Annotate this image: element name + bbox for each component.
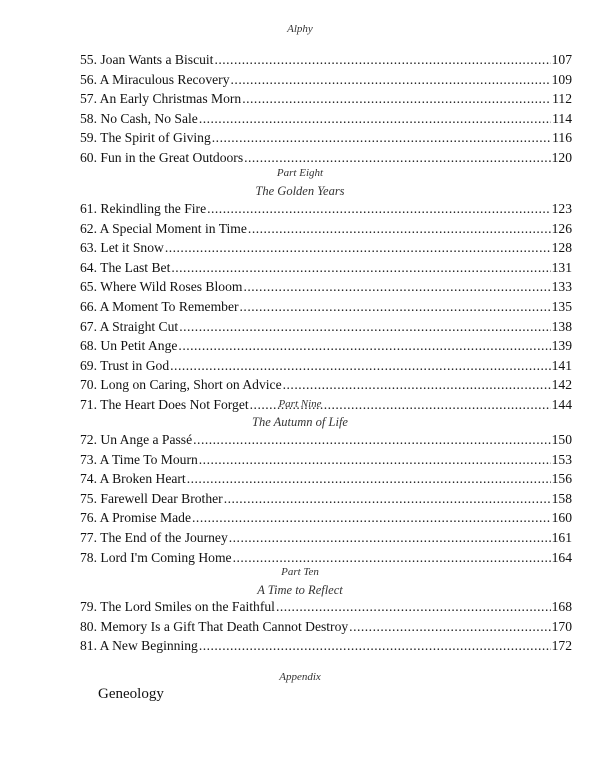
toc-entry-page: 131 [551, 259, 572, 275]
toc-entry-title: 71. The Heart Does Not Forget [80, 396, 249, 412]
toc-entry-page: 150 [551, 432, 572, 447]
part-subtitle: A Time to Reflect [257, 583, 343, 597]
dot-leader [248, 219, 551, 239]
dot-leader [179, 317, 550, 337]
toc-entry-title: 64. The Last Bet [80, 259, 171, 275]
toc-entry-title: 57. An Early Christmas Morn [80, 91, 242, 107]
toc-entry-page: 128 [551, 240, 572, 256]
toc-entry-page: 164 [551, 549, 572, 565]
toc-group-part-nine [80, 430, 572, 567]
toc-group-part-eight [80, 199, 572, 415]
toc-entry-page: 144 [551, 396, 572, 412]
part-subtitle: The Autumn of Life [252, 415, 348, 429]
toc-entry[interactable] [80, 277, 572, 297]
toc-entry[interactable] [80, 636, 572, 656]
toc-entry[interactable] [80, 199, 572, 219]
toc-entry[interactable] [80, 336, 572, 356]
dot-leader [199, 109, 551, 129]
toc-entry-page: 120 [551, 149, 572, 165]
dot-leader [212, 128, 551, 148]
toc-entry-page: 168 [551, 599, 572, 614]
toc-entry[interactable] [80, 430, 572, 450]
part-label: Part Eight [276, 167, 324, 179]
toc-entry-title: 72. Un Ange a Passé [80, 432, 193, 447]
toc-entry-page: 133 [551, 279, 572, 295]
toc-entry-title: 77. The End of the Journey [80, 529, 228, 545]
toc-entry[interactable] [80, 528, 572, 548]
toc-entry-page: 142 [551, 377, 572, 393]
toc-entry-page: 112 [552, 91, 572, 107]
dot-leader [192, 508, 551, 528]
dot-leader [165, 238, 551, 258]
dot-leader [349, 617, 550, 637]
dot-leader [207, 199, 551, 219]
dot-leader [199, 636, 551, 656]
toc-entry[interactable] [80, 89, 572, 109]
toc-group-part-seven [80, 50, 572, 168]
toc-entry[interactable] [80, 258, 572, 278]
dot-leader [276, 597, 551, 617]
toc-entry-page: 135 [551, 298, 572, 314]
toc-entry-title: 81. A New Beginning [80, 638, 198, 654]
dot-leader [199, 450, 551, 470]
toc-entry[interactable] [80, 450, 572, 470]
running-header: Alphy [287, 23, 313, 35]
part-subtitle: The Golden Years [255, 184, 345, 198]
dot-leader [242, 89, 551, 109]
toc-entry[interactable] [80, 469, 572, 489]
toc-entry-title: 70. Long on Caring, Short on Advice [80, 377, 282, 393]
toc-entry[interactable] [80, 128, 572, 148]
section-heading-part-eight [0, 164, 600, 200]
toc-entry-page: 153 [551, 451, 572, 467]
dot-leader [170, 356, 550, 376]
dot-leader [193, 430, 550, 450]
toc-entry-page: 109 [551, 71, 572, 87]
part-label: Part Nine [278, 398, 322, 410]
toc-entry-title: 59. The Spirit of Giving [80, 130, 211, 146]
dot-leader [240, 297, 551, 317]
dot-leader [178, 336, 550, 356]
toc-entry-title: 69. Trust in God [80, 357, 170, 373]
toc-entry-page: 139 [551, 338, 572, 354]
part-label: Part Ten [281, 566, 319, 578]
appendix-list [98, 686, 164, 703]
toc-entry-title: 56. A Miraculous Recovery [80, 71, 230, 87]
toc-entry[interactable] [80, 219, 572, 239]
dot-leader [231, 70, 551, 90]
toc-entry-page: 158 [551, 490, 572, 506]
toc-entry-title: 78. Lord I'm Coming Home [80, 549, 232, 565]
toc-entry[interactable] [80, 617, 572, 637]
section-heading-appendix [0, 668, 600, 686]
toc-entry-page: 160 [551, 510, 572, 526]
appendix-item[interactable]: Geneology [98, 686, 164, 702]
dot-leader [187, 469, 551, 489]
toc-entry-title: 79. The Lord Smiles on the Faithful [80, 599, 275, 614]
toc-entry-title: 76. A Promise Made [80, 510, 192, 526]
toc-entry[interactable] [80, 597, 572, 617]
toc-entry-title: 80. Memory Is a Gift That Death Cannot Destroy [80, 618, 349, 634]
toc-entry-page: 116 [552, 130, 572, 146]
toc-entry-title: 55. Joan Wants a Biscuit [80, 52, 214, 67]
toc-entry[interactable] [80, 297, 572, 317]
dot-leader [214, 50, 550, 70]
toc-entry-title: 60. Fun in the Great Outdoors [80, 149, 244, 165]
dot-leader [229, 528, 551, 548]
toc-entry-title: 75. Farewell Dear Brother [80, 490, 223, 506]
dot-leader [243, 277, 550, 297]
toc-group-part-ten [80, 597, 572, 656]
toc-entry[interactable] [80, 109, 572, 129]
toc-entry[interactable] [80, 70, 572, 90]
toc-entry[interactable] [80, 356, 572, 376]
toc-entry-page: 172 [551, 638, 572, 654]
toc-entry-page: 126 [551, 220, 572, 236]
section-heading-part-nine [0, 395, 600, 431]
toc-entry[interactable] [80, 489, 572, 509]
toc-entry-page: 156 [551, 471, 572, 487]
toc-entry[interactable] [80, 508, 572, 528]
toc-entry-title: 63. Let it Snow [80, 240, 164, 256]
toc-entry-title: 74. A Broken Heart [80, 471, 186, 487]
toc-entry-page: 138 [551, 318, 572, 334]
toc-entry-title: 68. Un Petit Ange [80, 338, 178, 354]
toc-entry-page: 123 [551, 201, 572, 216]
toc-entry-title: 58. No Cash, No Sale [80, 110, 198, 126]
appendix-label: Appendix [279, 671, 321, 683]
toc-entry-title: 66. A Moment To Remember [80, 298, 239, 314]
toc-entry-title: 62. A Special Moment in Time [80, 220, 247, 236]
toc-entry-page: 161 [551, 529, 572, 545]
toc-entry-page: 107 [551, 52, 572, 67]
toc-entry-title: 67. A Straight Cut [80, 318, 179, 334]
toc-entry-page: 170 [551, 618, 572, 634]
toc-entry-title: 65. Where Wild Roses Bloom [80, 279, 243, 295]
toc-entry[interactable] [80, 50, 572, 70]
toc-entry-page: 141 [551, 357, 572, 373]
dot-leader [283, 375, 551, 395]
toc-entry-title: 73. A Time To Mourn [80, 451, 198, 467]
dot-leader [224, 489, 551, 509]
toc-entry-title: 61. Rekindling the Fire [80, 201, 207, 216]
toc-entry[interactable] [80, 238, 572, 258]
toc-entry[interactable] [80, 375, 572, 395]
toc-entry[interactable] [80, 317, 572, 337]
toc-entry-page: 114 [552, 110, 572, 126]
section-heading-part-ten [0, 563, 600, 599]
dot-leader [171, 258, 550, 278]
